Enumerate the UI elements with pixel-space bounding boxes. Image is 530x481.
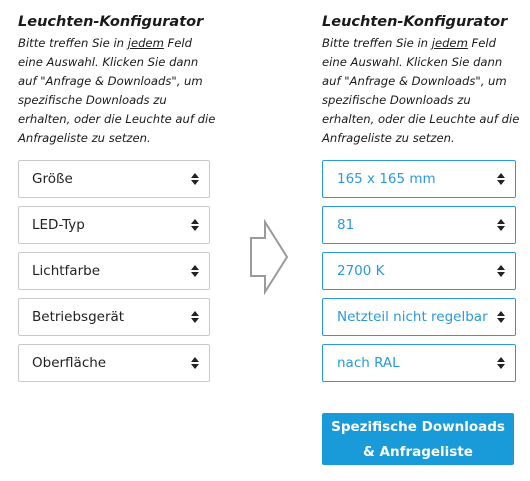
select-oberflaeche[interactable] [18, 344, 210, 382]
select-value: Lichtfarbe [32, 263, 100, 279]
up-down-caret-icon [497, 356, 506, 370]
up-down-caret-icon [191, 356, 200, 370]
downloads-and-request-list-button[interactable] [322, 413, 514, 465]
up-down-caret-icon [191, 310, 200, 324]
configurator-instructions [18, 34, 218, 148]
instructions-text-rest: Feld eine Auswahl. Klicken Sie dann auf "Anfrage & Downloads", um spezifische Downloads zu erhalten, oder die Leuchte auf die Anfrageliste zu setzen. [18, 36, 216, 145]
select-betriebsgeraet[interactable] [18, 298, 210, 336]
select-lichtfarbe-selected[interactable] [322, 252, 516, 290]
up-down-caret-icon [497, 218, 506, 232]
select-lichtfarbe[interactable] [18, 252, 210, 290]
select-value: Oberfläche [32, 355, 107, 371]
select-value: LED-Typ [32, 217, 85, 233]
select-groesse[interactable] [18, 160, 210, 198]
configurator-right [322, 12, 522, 148]
select-oberflaeche-selected[interactable] [322, 344, 516, 382]
up-down-caret-icon [497, 264, 506, 278]
select-value: nach RAL [337, 355, 400, 371]
instructions-text: Bitte treffen Sie in [18, 36, 128, 50]
select-led-typ[interactable] [18, 206, 210, 244]
configurator-left [18, 12, 218, 148]
configurator-instructions [322, 34, 522, 148]
up-down-caret-icon [191, 172, 200, 186]
up-down-caret-icon [191, 218, 200, 232]
instructions-text-rest: Feld eine Auswahl. Klicken Sie dann auf "Anfrage & Downloads", um spezifische Downloads zu erhalten, oder die Leuchte auf die Anfrageliste zu setzen. [322, 36, 520, 145]
select-led-typ-selected[interactable] [322, 206, 516, 244]
select-value: 165 x 165 mm [337, 171, 436, 187]
up-down-caret-icon [497, 310, 506, 324]
select-groesse-selected[interactable] [322, 160, 516, 198]
instructions-text: Bitte treffen Sie in [322, 36, 432, 50]
select-value: Netzteil nicht regelbar [337, 309, 488, 325]
instructions-emphasis: jedem [127, 36, 164, 50]
right-arrow-outline-icon [249, 219, 289, 295]
select-value: 81 [337, 217, 355, 233]
select-value: Betriebsgerät [32, 309, 125, 325]
configurator-title: Leuchten-Konfigurator [322, 14, 508, 30]
up-down-caret-icon [191, 264, 200, 278]
configurator-title: Leuchten-Konfigurator [18, 14, 204, 30]
cta-label-line1: Spezifische Downloads [331, 419, 505, 435]
up-down-caret-icon [497, 172, 506, 186]
select-value: Größe [32, 171, 73, 187]
select-value: 2700 K [337, 263, 385, 279]
instructions-emphasis: jedem [431, 36, 468, 50]
select-betriebsgeraet-selected[interactable] [322, 298, 516, 336]
cta-label-line2: & Anfrageliste [363, 444, 473, 460]
